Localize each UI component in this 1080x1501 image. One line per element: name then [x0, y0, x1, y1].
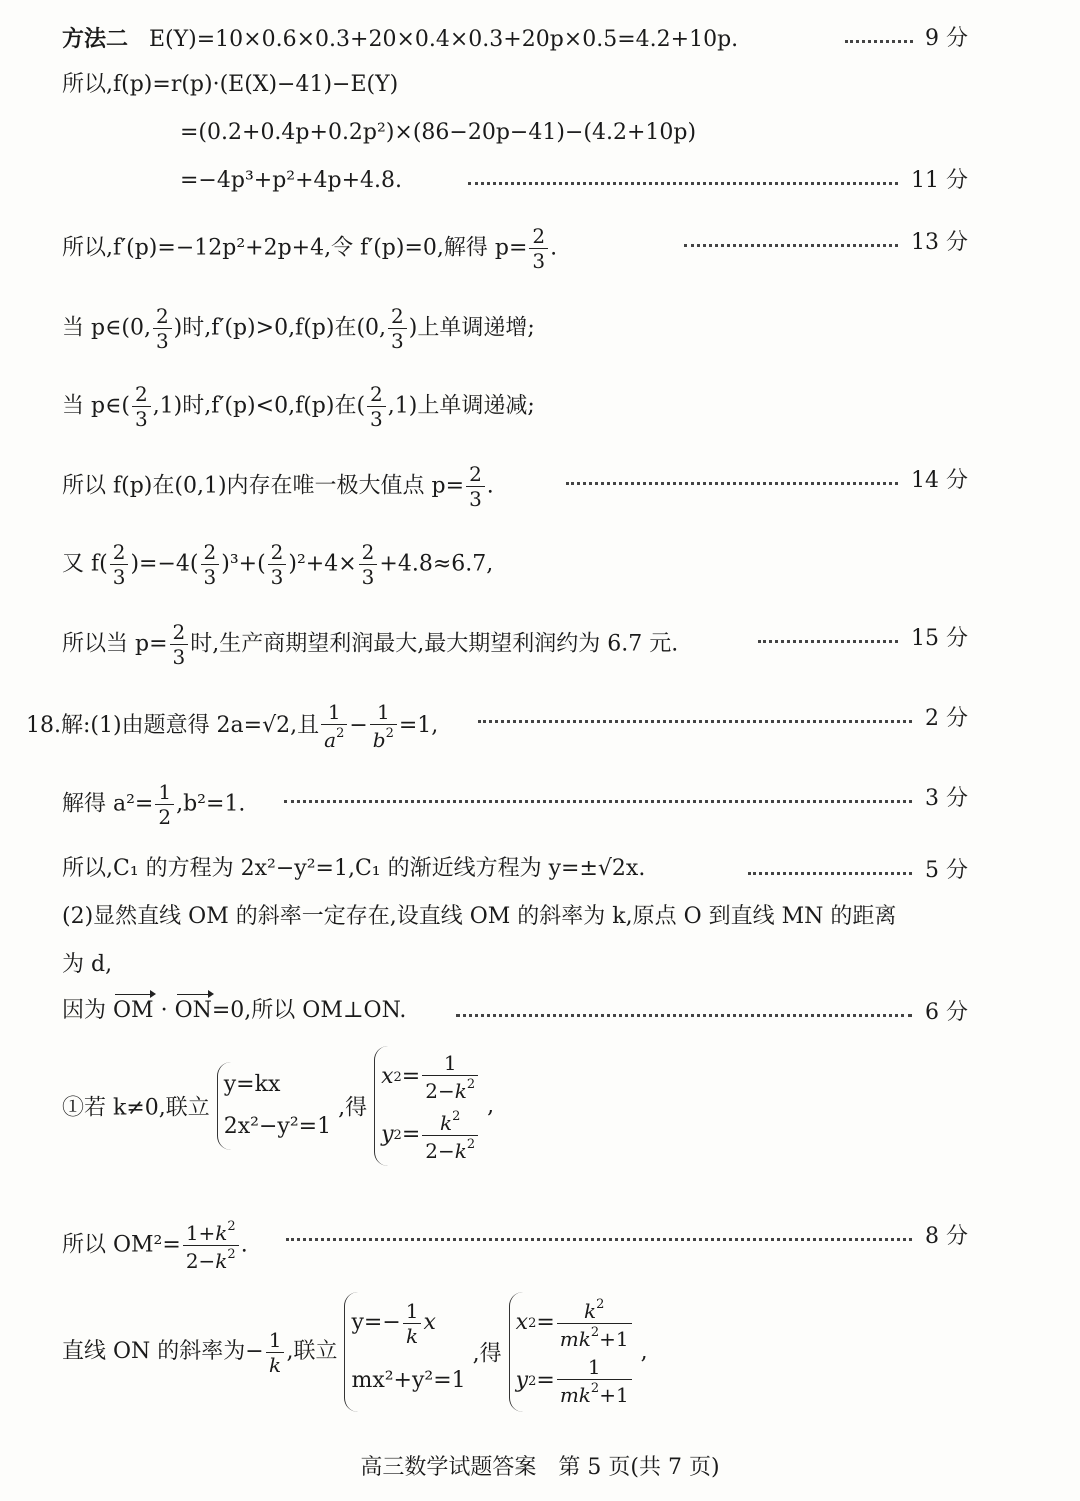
- text: 解得 a²=: [62, 791, 154, 817]
- line-maximum: 所以 f(p)在(0,1)内存在唯一极大值点 p= $\frac{2}{3}$ .: [62, 462, 494, 511]
- page-footer: 高三数学试题答案 第 5 页(共 7 页): [360, 1455, 720, 1480]
- vector-on: ON: [175, 996, 212, 1026]
- leader-dots: [566, 482, 898, 485]
- text: 所以 f(p)在(0,1)内存在唯一极大值点 p=: [62, 473, 465, 499]
- fraction-2-3: $\frac{2}{3}$: [388, 306, 407, 351]
- text: +4.8≈6.7,: [379, 551, 494, 577]
- text: 直线 ON 的斜率为− $\frac{1}{k}$ ,联立: [62, 1327, 338, 1377]
- score: 8 分: [925, 1224, 968, 1249]
- fraction-2-3: $\frac{2}{3}$: [153, 306, 172, 351]
- fraction-1-b2: $\frac{1}{b^2}$: [370, 702, 397, 750]
- fraction-om: $\frac{1+k^2}{2-k^2}$: [183, 1220, 239, 1271]
- line-problem-18: 18.解:(1)由题意得 2a=√2,且 $\frac{1}{a^2}$ − $\frac{1}{b^2}$ =1,: [26, 700, 439, 752]
- line-c1-equation: 所以,C₁ 的方程为 2x²−y²=1,C₁ 的渐近线方程为 y=±√2x.: [62, 856, 646, 881]
- line-f-value: [62, 542, 493, 587]
- score: 14 分: [911, 468, 968, 493]
- text: )³+(: [221, 551, 266, 577]
- leader-dots: [468, 182, 898, 185]
- line-decreasing: [62, 384, 535, 429]
- fraction-2-3: $\frac{2}{3}$: [367, 384, 386, 429]
- fraction-2-3: $\frac{2}{3}$: [268, 542, 287, 587]
- leader-dots: [758, 640, 898, 643]
- eq-expectation-y: E(Y)=10×0.6×0.3+20×0.4×0.3+20p×0.5=4.2+10p.: [149, 27, 739, 52]
- line-conclusion: [62, 622, 678, 667]
- system-brace: [217, 1062, 331, 1150]
- vector-om: OM: [113, 996, 154, 1026]
- score: 6 分: [925, 1000, 968, 1025]
- line-derivative: 所以,f′(p)=−12p²+2p+4,令 f′(p)=0,解得 p= $\frac{2}{3}$ .: [62, 224, 558, 273]
- fraction-1-a2: $\frac{1}{a^2}$: [321, 702, 347, 750]
- fraction-2-3: $\frac{2}{3}$: [359, 542, 378, 587]
- line-method2: [62, 24, 738, 55]
- text: 时,生产商期望利润最大,最大期望利润约为 6.7 元.: [190, 631, 679, 657]
- system-brace: x 2 = $k^2$ $mk^2+1$ y 2 = 1 $mk^2+1$: [509, 1292, 634, 1412]
- leader-dots: [748, 872, 912, 875]
- score: 5 分: [925, 858, 968, 883]
- line-f-result: =−4p³+p²+4p+4.8.: [180, 168, 403, 193]
- system-brace: x 2 = 1 $2-k^2$ y 2 = $k^2$ $2-k^2$: [374, 1046, 480, 1166]
- text: 所以 OM²=: [62, 1232, 181, 1258]
- system-eq: y=kx: [223, 1072, 281, 1097]
- score: 9 分: [925, 26, 968, 51]
- text: ,得: [472, 1341, 502, 1367]
- text: )²+4×: [288, 551, 357, 577]
- score: 3 分: [925, 786, 968, 811]
- line-part2-cont: 为 d,: [62, 952, 113, 977]
- text: 因为: [62, 998, 107, 1023]
- text: 所以当 p=: [62, 631, 168, 657]
- text: )上单调递增;: [408, 315, 535, 341]
- text: =0,所以 OM⊥ON.: [211, 998, 407, 1023]
- score: 15 分: [911, 626, 968, 651]
- method-heading: 方法二: [62, 26, 129, 52]
- system-brace: y=− $\frac{1}{k}$ x mx²+y²=1: [344, 1292, 465, 1412]
- text: ①若 k≠0,联立: [62, 1095, 210, 1121]
- text: ,得: [338, 1095, 368, 1121]
- score: 13 分: [911, 230, 968, 255]
- line-system-1: ①若 k≠0,联立 y=kx 2x²−y²=1 ,得 x 2 = 1 $2-k^2$ y 2 = $k^2$ $2-k^2$ ,: [62, 1046, 494, 1166]
- fraction-2-3: $\frac{2}{3}$: [132, 384, 151, 429]
- text: ,b²=1.: [176, 791, 246, 817]
- fraction-2-3: $\frac{2}{3}$: [110, 542, 129, 587]
- derivative-text: 所以,f′(p)=−12p²+2p+4,令 f′(p)=0,解得 p=: [62, 235, 528, 261]
- fraction-1-2: $\frac{1}{2}$: [155, 782, 174, 827]
- leader-dots: [286, 1238, 912, 1241]
- system-eq: 2x²−y²=1: [223, 1114, 332, 1139]
- text: 当 p∈(: [62, 393, 130, 419]
- fraction-2-3: $\frac{2}{3}$: [170, 622, 189, 667]
- line-perpendicular: 因为 OM · ON=0,所以 OM⊥ON.: [62, 996, 406, 1026]
- fraction-2-3: $\frac{2}{3}$: [466, 464, 485, 509]
- line-f-def: 所以,f(p)=r(p)·(E(X)−41)−E(Y): [62, 72, 399, 97]
- text: )时,f′(p)>0,f(p)在(0,: [173, 315, 387, 341]
- line-part2: (2)显然直线 OM 的斜率一定存在,设直线 OM 的斜率为 k,原点 O 到直线 MN 的距离: [62, 904, 897, 929]
- line-solve-a-b: [62, 782, 245, 827]
- fraction-2-3: $\frac{2}{3}$: [529, 226, 548, 271]
- text: =1,: [398, 713, 439, 738]
- leader-dots: [284, 800, 912, 803]
- leader-dots: [456, 1014, 912, 1017]
- text: 当 p∈(0,: [62, 315, 151, 341]
- text: 又 f(: [62, 551, 108, 577]
- score: 2 分: [925, 706, 968, 731]
- text: )=−4(: [130, 551, 199, 577]
- line-om-squared: 所以 OM²= $\frac{1+k^2}{2-k^2}$ .: [62, 1219, 248, 1273]
- line-f-expand: =(0.2+0.4p+0.2p²)×(86−20p−41)−(4.2+10p): [180, 120, 697, 145]
- text: ,1)上单调递减;: [387, 393, 535, 419]
- fraction-2-3: $\frac{2}{3}$: [201, 542, 220, 587]
- leader-dots: [684, 244, 898, 247]
- text: 18.解:(1)由题意得 2a=√2,且: [26, 713, 320, 738]
- line-increasing: [62, 306, 535, 351]
- leader-dots: [845, 40, 913, 43]
- score: 11 分: [911, 168, 968, 193]
- text: ,1)时,f′(p)<0,f(p)在(: [152, 393, 366, 419]
- leader-dots: [478, 720, 912, 723]
- line-system-2: 直线 ON 的斜率为− $\frac{1}{k}$ ,联立 y=− $\frac{1}{k}$ x mx²+y²=1 ,得 x 2 = $k^2$ $mk^2+1$ y 2 = 1 $mk^2+1$ ,: [62, 1292, 648, 1412]
